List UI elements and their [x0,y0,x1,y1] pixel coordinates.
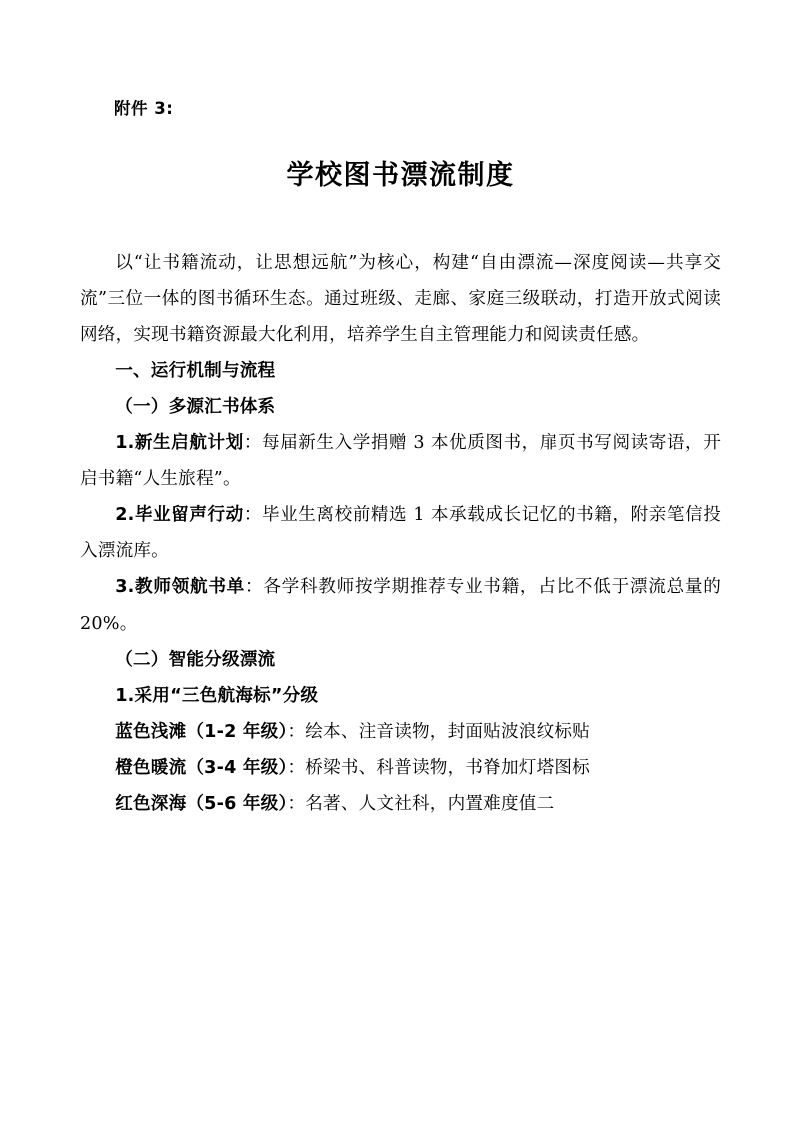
list-item-1 [80,425,721,497]
list-item-2-lead: 2.毕业留声行动 [115,505,244,526]
list-item-2 [80,497,721,569]
list-item-3-text: ：各学科教师按学期推荐专业书籍，占比不低于漂流总量的 20%。 [80,577,721,634]
level-item-red [80,786,721,822]
intro-paragraph: 以“让书籍流动，让思想远航”为核心，构建“自由漂流—深度阅读—共享交流”三位一体的图书循环生态。通过班级、走廊、家庭三级联动，打造开放式阅读网络，实现书籍资源最大化利用，培养学生自主管理能力和阅读责任感。 [80,252,721,346]
level-item-blue-text: ：绘本、注音读物，封面贴波浪纹标贴 [287,721,590,742]
level-item-orange-text: ：桥梁书、科普读物，书脊加灯塔图标 [287,757,590,778]
document-body [80,245,721,822]
list-item-3-lead: 3.教师领航书单 [115,577,246,598]
list-item-4 [80,678,721,714]
level-item-red-lead: 红色深海（5-6 年级） [115,793,288,814]
level-item-blue [80,714,721,750]
section-heading-1: 一、运行机制与流程 [115,361,276,382]
page-title: 学校图书漂流制度 [286,160,515,192]
level-item-orange-lead: 橙色暖流（3-4 年级） [115,757,288,778]
level-item-orange [80,750,721,786]
subsection-heading-1: （一）多源汇书体系 [115,397,276,418]
attachment-label: 附件 3: [114,99,174,118]
level-item-blue-lead: 蓝色浅滩（1-2 年级） [115,721,288,742]
subsection-heading-2: （二）智能分级漂流 [115,649,276,670]
list-item-2-text: ：毕业生离校前精选 1 本承载成长记忆的书籍，附亲笔信投入漂流库。 [80,505,722,562]
list-item-4-lead: 1.采用“三色航海标”分级 [115,685,319,706]
list-item-3 [80,569,721,641]
list-item-1-text: ：每届新生入学捐赠 3 本优质图书，扉页书写阅读寄语，开启书籍“人生旅程”。 [80,433,722,490]
level-item-red-text: ：名著、人文社科，内置难度值二 [287,793,555,814]
list-item-1-lead: 1.新生启航计划 [115,433,244,454]
